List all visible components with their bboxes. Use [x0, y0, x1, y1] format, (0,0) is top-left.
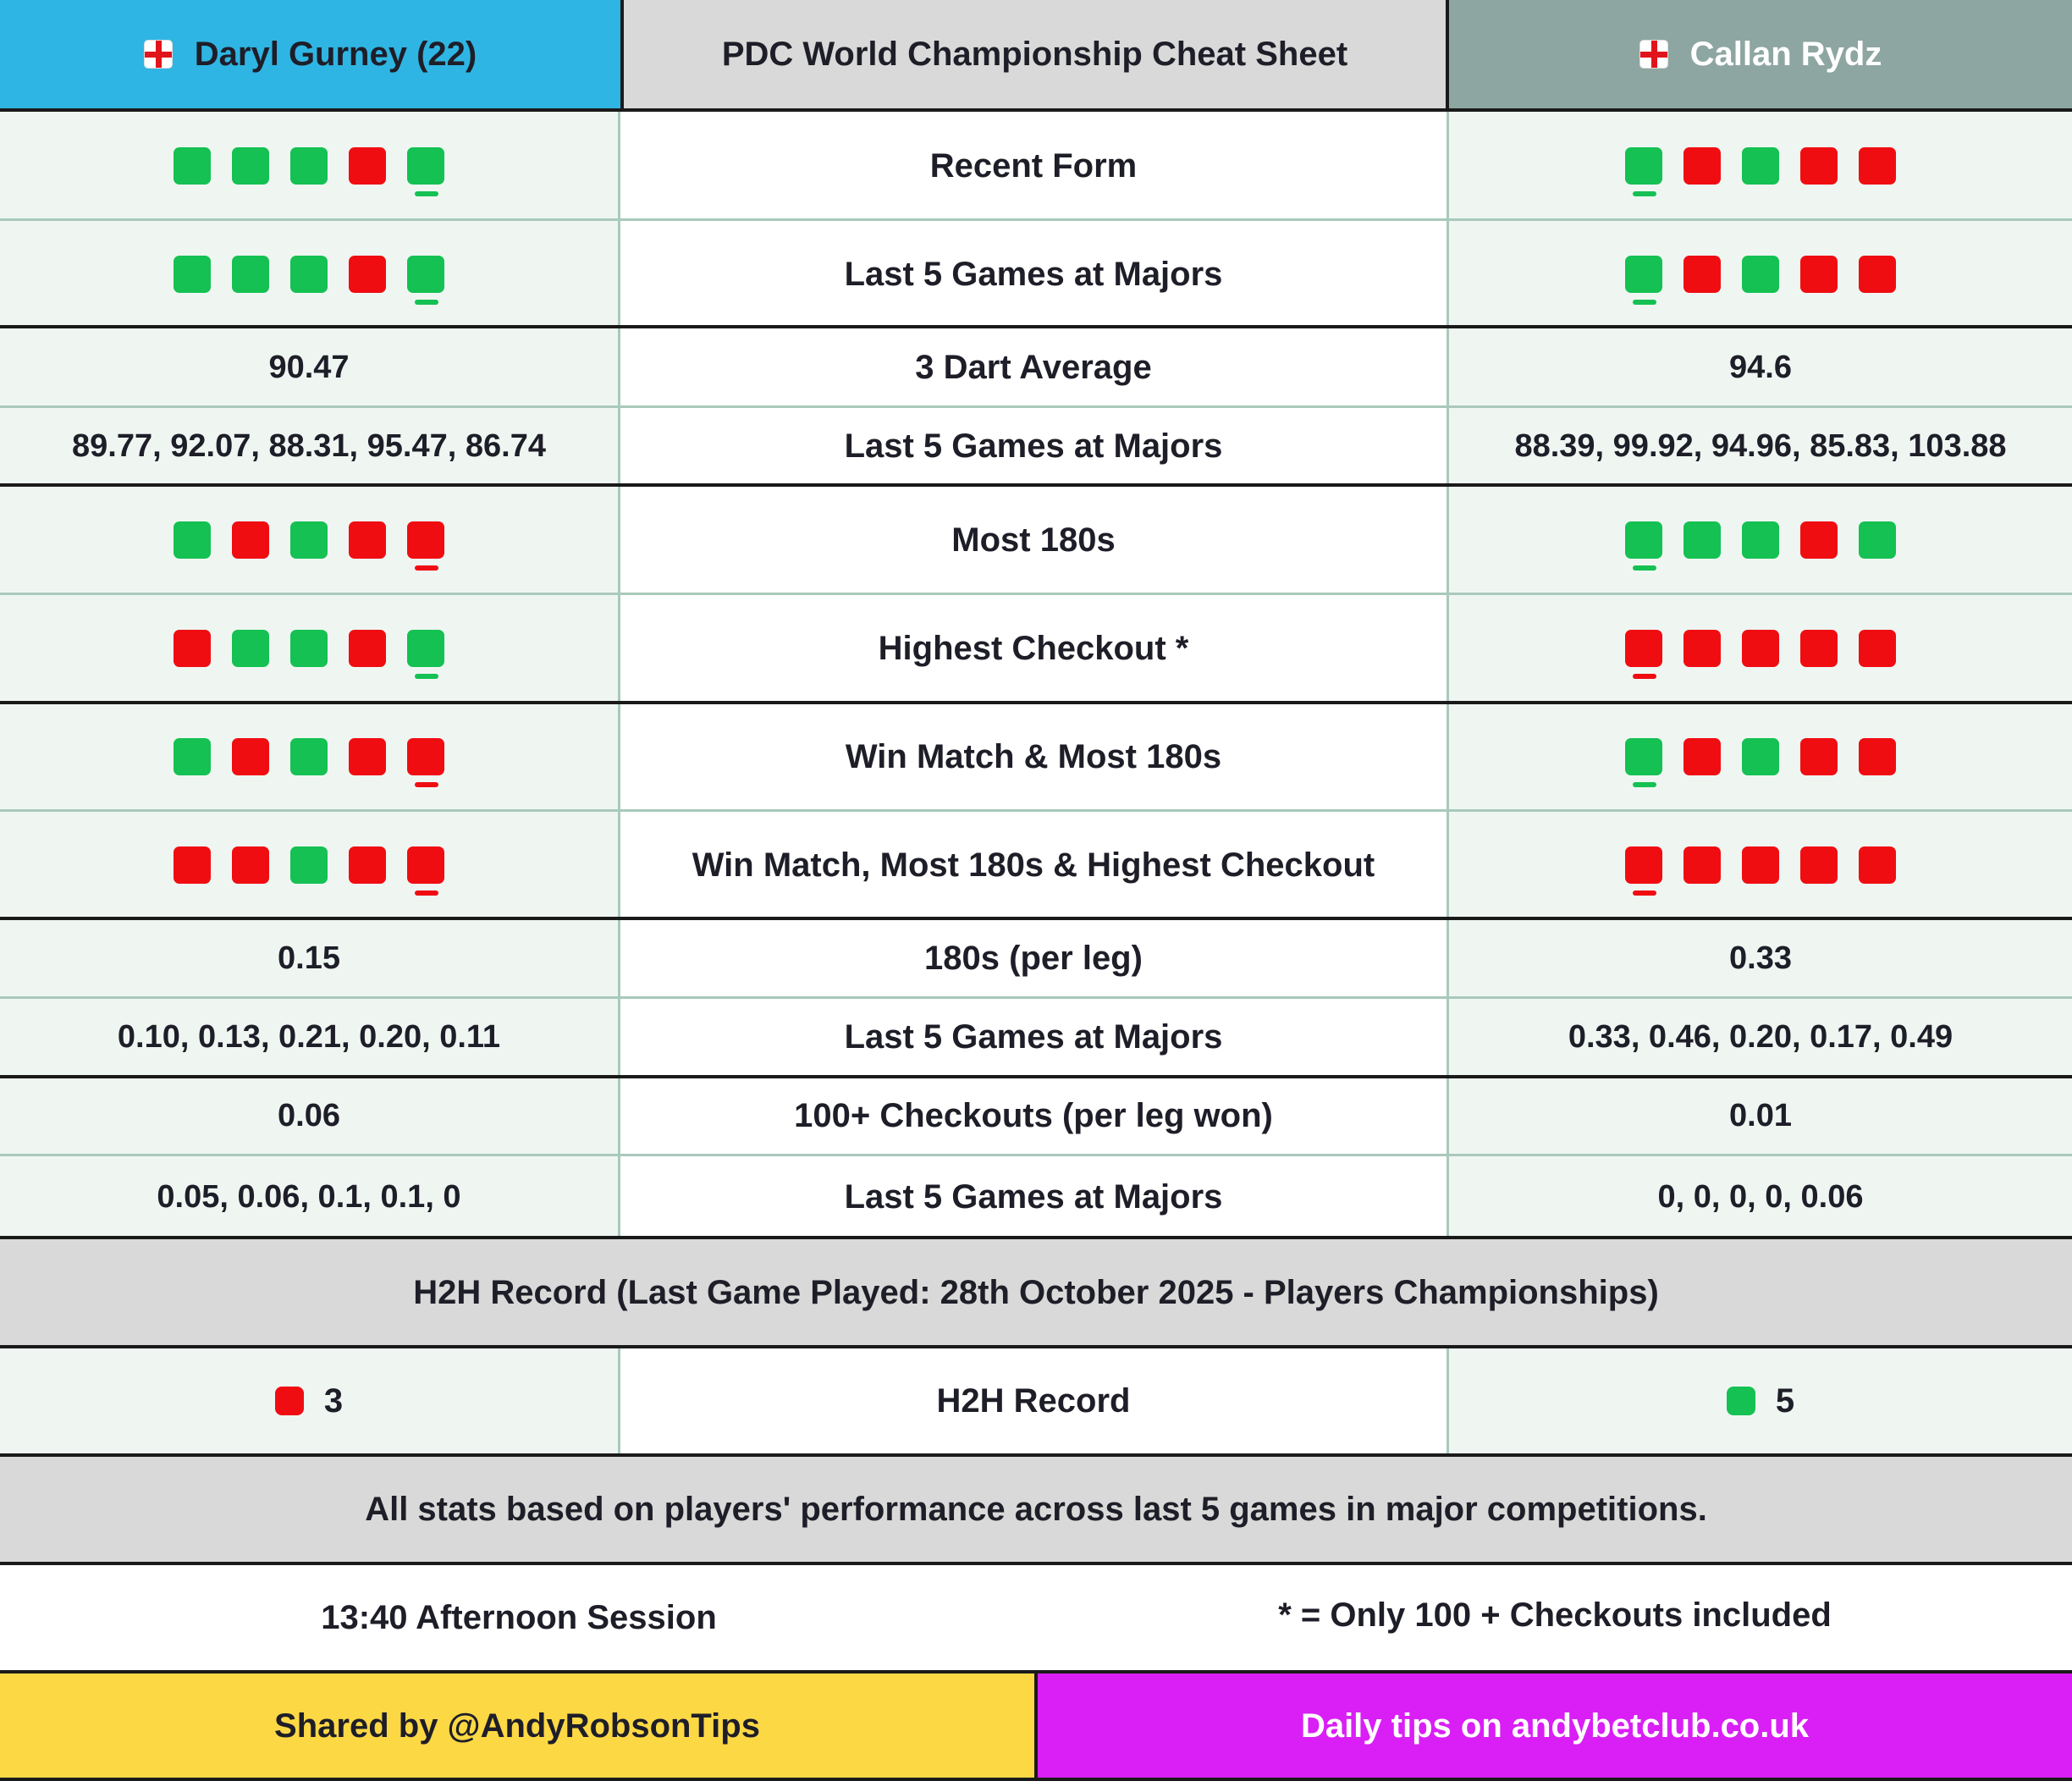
left-stat-text: 0.10, 0.13, 0.21, 0.20, 0.11 [117, 1019, 501, 1055]
loss-square-icon [1625, 846, 1662, 884]
shared-by: Shared by @AndyRobsonTips [0, 1672, 1038, 1781]
row-divider [0, 218, 2072, 221]
daily-tips-link[interactable]: Daily tips on andybetclub.co.uk [1038, 1672, 2072, 1781]
stat-row [0, 1155, 2072, 1238]
stat-row [0, 407, 2072, 486]
h2h-banner [0, 1238, 2072, 1347]
stat-label-text: Last 5 Games at Majors [844, 427, 1223, 465]
loss-square-icon [1625, 630, 1662, 667]
row-divider [0, 1154, 2072, 1156]
row-divider [0, 593, 2072, 595]
loss-square-icon [232, 846, 269, 884]
row-divider [0, 1236, 2072, 1239]
right-value [1449, 407, 2072, 486]
left-value [0, 1155, 620, 1238]
stat-row [0, 919, 2072, 998]
left-value [0, 407, 620, 486]
left-value [0, 594, 620, 703]
win-square-icon [1625, 521, 1662, 559]
loss-square-icon [349, 630, 386, 667]
win-square-icon [1859, 521, 1896, 559]
left-value [0, 486, 620, 594]
right-player-header [1449, 0, 2072, 108]
h2h-right [1449, 1347, 2072, 1455]
left-player-header [0, 0, 620, 108]
loss-square-icon [1800, 521, 1838, 559]
loss-square-icon [1859, 630, 1896, 667]
loss-square-icon [1684, 738, 1721, 775]
win-square-icon [1742, 147, 1779, 185]
stat-label [620, 1077, 1449, 1155]
loss-square-icon [1684, 630, 1721, 667]
stat-label-text: Most 180s [951, 521, 1116, 559]
right-player-name: Callan Rydz [1689, 35, 1882, 73]
sheet-title-text: PDC World Championship Cheat Sheet [721, 35, 1348, 73]
loss-square-icon [1859, 147, 1896, 185]
h2h-label [620, 1347, 1449, 1455]
right-stat-text: 88.39, 99.92, 94.96, 85.83, 103.88 [1514, 428, 2007, 464]
win-square-icon [1742, 256, 1779, 293]
stat-row [0, 220, 2072, 328]
stat-label [620, 1155, 1449, 1238]
left-value [0, 112, 620, 220]
stat-row [0, 486, 2072, 594]
loss-square-icon [349, 521, 386, 559]
loss-square-icon [407, 846, 444, 884]
row-divider [0, 1670, 2072, 1673]
left-value [0, 1077, 620, 1155]
stat-label [620, 328, 1449, 407]
win-square-icon [290, 630, 328, 667]
right-value [1449, 1155, 2072, 1238]
loss-square-icon [1800, 738, 1838, 775]
stats-note-row [0, 1455, 2072, 1563]
stat-label [620, 112, 1449, 220]
loss-square-icon [349, 738, 386, 775]
h2h-left-count: 3 [323, 1381, 344, 1420]
row-divider [0, 701, 2072, 704]
northern-ireland-flag-icon [144, 40, 173, 69]
win-square-icon [1742, 521, 1779, 559]
right-stat-text: 0.33, 0.46, 0.20, 0.17, 0.49 [1568, 1019, 1954, 1055]
england-flag-icon [1639, 40, 1668, 69]
right-value [1449, 112, 2072, 220]
stat-label-text: Win Match, Most 180s & Highest Checkout [692, 846, 1375, 884]
win-square-icon [407, 256, 444, 293]
stat-row [0, 594, 2072, 703]
row-divider [0, 1562, 2072, 1565]
footer-row [0, 1672, 2072, 1781]
left-value [0, 220, 620, 328]
row-divider [0, 996, 2072, 999]
stat-label [620, 998, 1449, 1077]
win-square-icon [1625, 147, 1662, 185]
loss-square-icon [1684, 256, 1721, 293]
left-player-name: Daryl Gurney (22) [194, 35, 477, 73]
win-square-icon [1727, 1387, 1755, 1415]
loss-square-icon [407, 738, 444, 775]
row-divider [0, 325, 2072, 328]
left-stat-text: 90.47 [268, 350, 350, 385]
left-value [0, 998, 620, 1077]
left-value [0, 919, 620, 998]
loss-square-icon [349, 846, 386, 884]
right-stat-text: 0.33 [1729, 940, 1792, 976]
win-square-icon [1625, 738, 1662, 775]
h2h-right-count: 5 [1775, 1381, 1795, 1420]
row-divider [0, 1778, 2072, 1781]
loss-square-icon [407, 521, 444, 559]
loss-square-icon [1684, 147, 1721, 185]
right-value [1449, 919, 2072, 998]
win-square-icon [174, 256, 211, 293]
stat-label [620, 486, 1449, 594]
win-square-icon [290, 521, 328, 559]
row-divider [0, 917, 2072, 920]
h2h-row [0, 1347, 2072, 1455]
right-value [1449, 486, 2072, 594]
stat-label-text: Last 5 Games at Majors [844, 1177, 1223, 1216]
right-stat-text: 0, 0, 0, 0, 0.06 [1657, 1178, 1864, 1215]
win-square-icon [290, 846, 328, 884]
win-square-icon [407, 630, 444, 667]
stat-label [620, 594, 1449, 703]
stat-label-text: 3 Dart Average [915, 349, 1152, 386]
left-value [0, 811, 620, 919]
win-square-icon [232, 256, 269, 293]
right-stat-text: 94.6 [1729, 350, 1792, 385]
stat-label [620, 919, 1449, 998]
win-square-icon [174, 147, 211, 185]
stat-label [620, 407, 1449, 486]
loss-square-icon [1800, 147, 1838, 185]
right-stat-text: 0.01 [1729, 1098, 1792, 1133]
win-square-icon [1742, 738, 1779, 775]
win-square-icon [232, 147, 269, 185]
loss-square-icon [232, 738, 269, 775]
stat-row [0, 703, 2072, 811]
stat-row [0, 328, 2072, 407]
right-value [1449, 998, 2072, 1077]
loss-square-icon [1859, 256, 1896, 293]
loss-square-icon [1742, 846, 1779, 884]
stat-label-text: Win Match & Most 180s [845, 737, 1222, 775]
right-value [1449, 220, 2072, 328]
loss-square-icon [174, 630, 211, 667]
row-divider [0, 809, 2072, 812]
stat-label-text: 100+ Checkouts (per leg won) [794, 1097, 1273, 1134]
stat-label-text: Highest Checkout * [878, 629, 1189, 667]
loss-square-icon [275, 1387, 304, 1415]
stat-label [620, 220, 1449, 328]
stat-label-text: Last 5 Games at Majors [844, 255, 1223, 293]
left-value [0, 328, 620, 407]
loss-square-icon [1800, 846, 1838, 884]
win-square-icon [290, 256, 328, 293]
win-square-icon [407, 147, 444, 185]
loss-square-icon [1684, 846, 1721, 884]
loss-square-icon [349, 147, 386, 185]
loss-square-icon [1742, 630, 1779, 667]
row-divider [0, 1345, 2072, 1348]
left-stat-text: 0.15 [278, 940, 340, 976]
win-square-icon [232, 630, 269, 667]
left-value [0, 703, 620, 811]
loss-square-icon [1859, 738, 1896, 775]
row-divider [0, 483, 2072, 487]
stat-label-text: Last 5 Games at Majors [844, 1018, 1223, 1056]
loss-square-icon [174, 846, 211, 884]
win-square-icon [174, 738, 211, 775]
stat-row [0, 112, 2072, 220]
row-divider [0, 108, 2072, 112]
row-divider [0, 1453, 2072, 1457]
left-stat-text: 89.77, 92.07, 88.31, 95.47, 86.74 [72, 428, 546, 464]
row-divider [0, 405, 2072, 408]
loss-square-icon [232, 521, 269, 559]
session-row [0, 1563, 2072, 1672]
h2h-banner-text: H2H Record (Last Game Played: 28th October 2025 - Players Championships) [413, 1273, 1659, 1311]
left-stat-text: 0.05, 0.06, 0.1, 0.1, 0 [157, 1178, 461, 1215]
loss-square-icon [1859, 846, 1896, 884]
session-time: 13:40 Afternoon Session [321, 1598, 717, 1636]
win-square-icon [290, 147, 328, 185]
win-square-icon [174, 521, 211, 559]
stat-label-text: Recent Form [929, 146, 1138, 185]
win-square-icon [290, 738, 328, 775]
stat-row [0, 998, 2072, 1077]
stats-note: All stats based on players' performance across last 5 games in major competitions. [365, 1490, 1707, 1528]
right-value [1449, 1077, 2072, 1155]
right-value [1449, 703, 2072, 811]
right-value [1449, 811, 2072, 919]
h2h-label-text: H2H Record [936, 1381, 1131, 1420]
row-divider [0, 1075, 2072, 1078]
left-stat-text: 0.06 [278, 1098, 340, 1133]
loss-square-icon [1800, 630, 1838, 667]
win-square-icon [1684, 521, 1721, 559]
checkout-note: * = Only 100 + Checkouts included [1278, 1596, 1832, 1634]
stat-row [0, 811, 2072, 919]
loss-square-icon [1800, 256, 1838, 293]
stat-label-text: 180s (per leg) [924, 940, 1143, 977]
stat-row [0, 1077, 2072, 1155]
header-row [0, 0, 2072, 108]
right-value [1449, 328, 2072, 407]
h2h-left [0, 1347, 620, 1455]
sheet-title [620, 0, 1449, 108]
stat-label [620, 703, 1449, 811]
stat-label [620, 811, 1449, 919]
right-value [1449, 594, 2072, 703]
win-square-icon [1625, 256, 1662, 293]
loss-square-icon [349, 256, 386, 293]
